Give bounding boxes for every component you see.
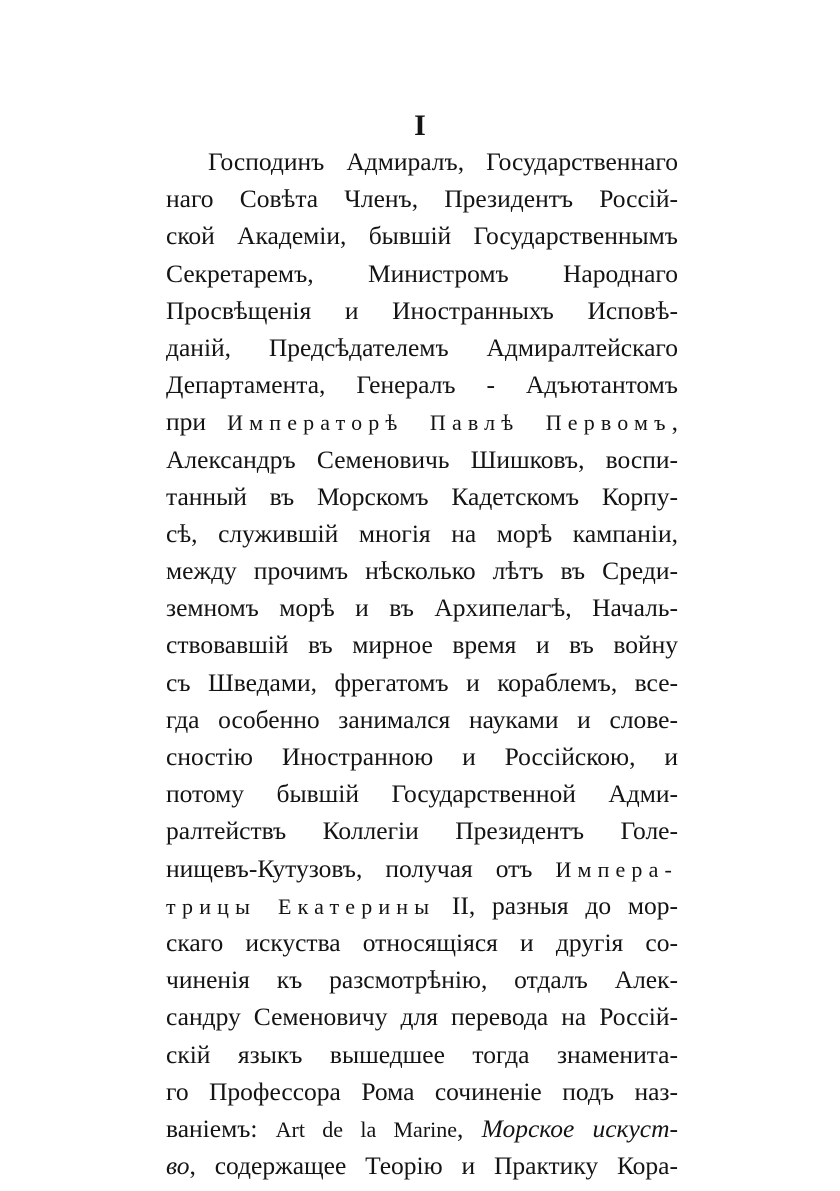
page-number: I (414, 109, 426, 142)
text-line: скаго искуства относящіяся и другія со- (166, 927, 678, 957)
text-line: сѣ, служившій многія на морѣ кампаніи, (166, 518, 678, 548)
text-line: Господинъ Адмиралъ, Государственнаго (208, 147, 678, 176)
russian-title-end: во (166, 1151, 190, 1181)
text-line: сандру Семеновичу для перевода на Россій- (166, 1002, 678, 1032)
text-line: ской Академіи, бывшій Государственнымъ (166, 221, 678, 251)
text-line: ствовавшій въ мирное время и въ войну (166, 630, 678, 660)
text-line: потому бывшій Государственной Адми- (166, 779, 678, 809)
french-title: Art de la Marine (275, 1116, 458, 1142)
text-run: при (166, 407, 228, 437)
text-line (166, 403, 678, 440)
empress-title: Импера- (555, 856, 678, 882)
text-line: даній, Предсѣдателемъ Адмиралтейскаго (166, 332, 678, 362)
text-line (166, 850, 678, 887)
text-line: Секретаремъ, Министромъ Народнаго (166, 258, 678, 288)
text-body (166, 143, 678, 1184)
text-line: ралтействъ Коллегіи Президентъ Голе- (166, 816, 678, 846)
text-line (166, 1110, 678, 1147)
text-line: гда особенно занимался науками и слове- (166, 704, 678, 734)
text-run: ваніемъ: (166, 1113, 276, 1143)
text-line: го Профессора Рома сочиненіе подъ наз- (166, 1076, 678, 1106)
text-line: съ Шведами, фрегатомъ и кораблемъ, все- (166, 667, 678, 697)
text-line: сностію Иностранною и Россійскою, и (166, 742, 678, 771)
text-line (166, 1147, 678, 1184)
text-run: II, разныя до мор- (435, 890, 678, 920)
text-line: танный въ Морскомъ Кадетскомъ Корпу- (166, 481, 678, 511)
text-run: , содержащее Теорію и Практику Кора- (189, 1151, 678, 1181)
emperor-name: Императорѣ Павлѣ Первомъ (227, 410, 672, 436)
text-line: Александръ Семеновичь Шишковъ, воспи- (166, 444, 678, 474)
russian-title: Морское искуст- (481, 1113, 679, 1143)
text-line: Департамента, Генералъ - Адъютантомъ (166, 370, 678, 400)
text-line: между прочимъ нѣсколько лѣтъ въ Среди- (166, 556, 678, 586)
text-run: нищевъ-Кутузовъ, получая отъ (166, 853, 556, 883)
empress-name: трицы Екатерины (166, 893, 436, 919)
text-line (166, 887, 678, 924)
text-line: чиненія къ разсмотрѣнію, отдалъ Алек- (166, 965, 678, 995)
text-line: Просвѣщенія и Иностранныхъ Исповѣ- (166, 295, 678, 325)
text-line: наго Совѣта Членъ, Президентъ Россій- (166, 184, 678, 214)
text-line: земномъ морѣ и въ Архипелагѣ, Началь- (166, 593, 678, 623)
text-run: , (457, 1113, 482, 1143)
text-line: скій языкъ вышедшее тогда знаменита- (166, 1039, 678, 1069)
text-run: , (671, 407, 678, 437)
